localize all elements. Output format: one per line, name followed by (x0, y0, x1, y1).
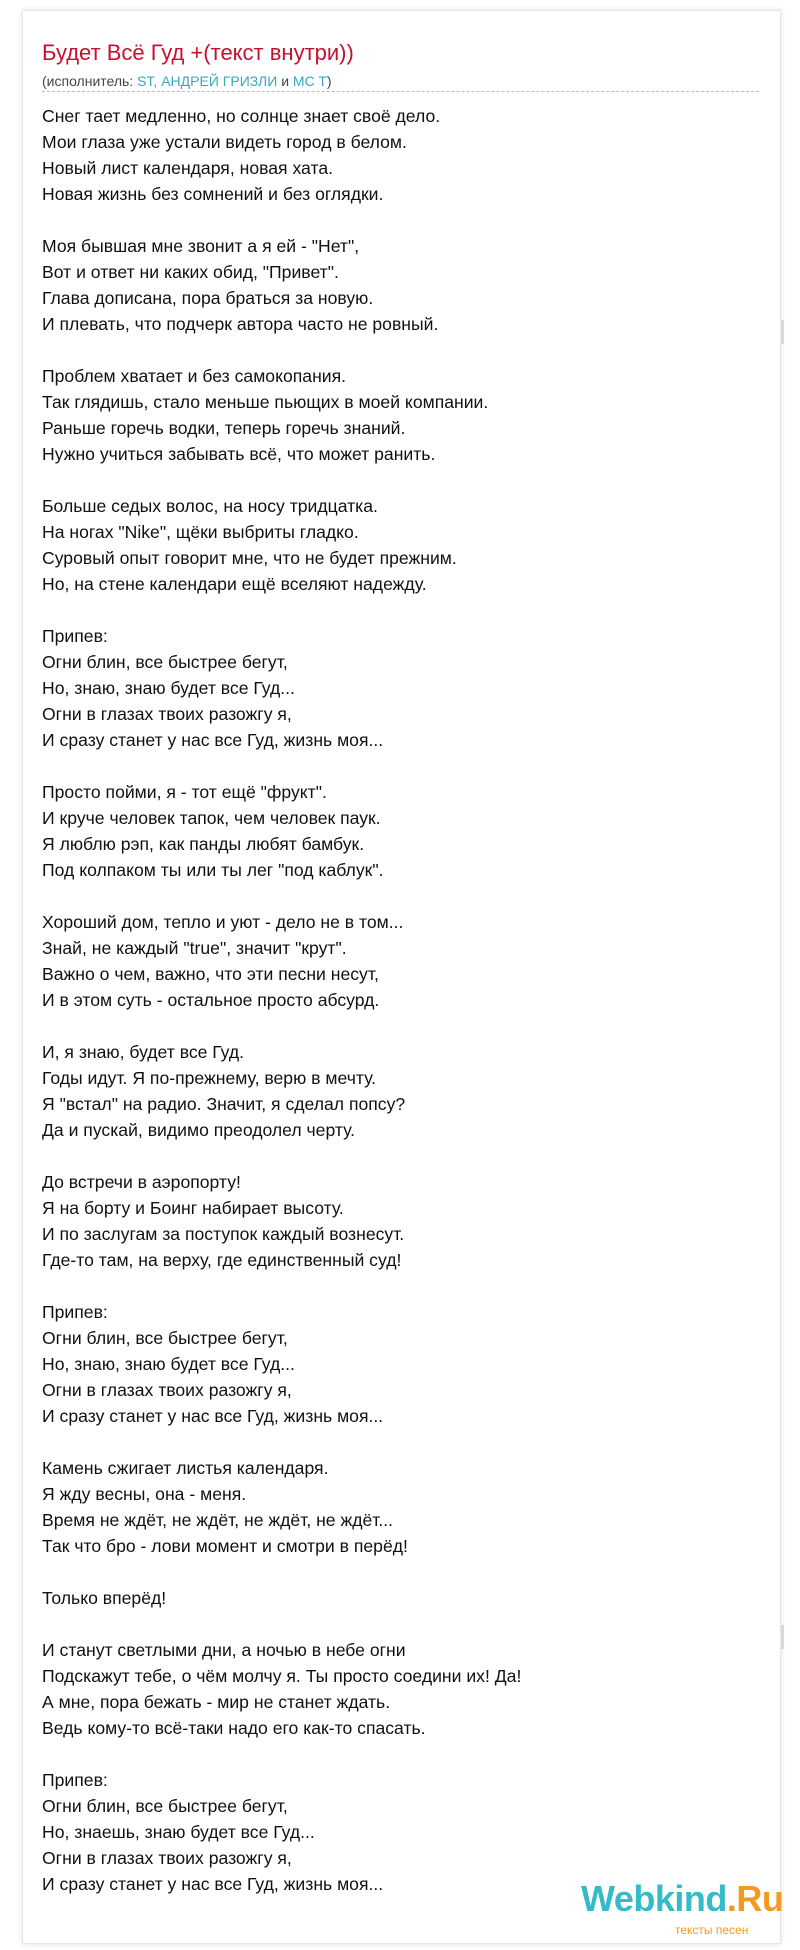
lyric-line: Глава дописана, пора браться за новую. (42, 288, 374, 308)
lyric-line: Моя бывшая мне звонит а я ей - "Нет", (42, 236, 360, 256)
stanza-gap (42, 207, 762, 233)
lyric-line: Нужно учиться забывать всё, что может ранить. (42, 444, 436, 464)
stanza-gap (42, 1559, 762, 1585)
lyrics-body (42, 103, 762, 1897)
lyric-line: Вот и ответ ни каких обид, "Привет". (42, 262, 339, 282)
lyric-line: Годы идут. Я по-прежнему, верю в мечту. (42, 1068, 377, 1088)
logo-brand: Webkind (581, 1878, 727, 1919)
header-divider (42, 91, 759, 92)
lyric-line: Но, на стене календари ещё вселяют надежду. (42, 574, 427, 594)
lyric-line: На ногах "Nike", щёки выбриты гладко. (42, 522, 359, 542)
lyric-line: Мои глаза уже устали видеть город в белом. (42, 132, 407, 152)
artist-link-st-grizli[interactable]: ST, АНДРЕЙ ГРИЗЛИ (137, 73, 278, 89)
artist-and: и (277, 73, 293, 89)
stanza-gap (42, 337, 762, 363)
lyric-line: Так глядишь, стало меньше пьющих в моей компании. (42, 392, 489, 412)
artist-line (42, 73, 332, 89)
lyric-line: Я "встал" на радио. Значит, я сделал попсу? (42, 1094, 406, 1114)
lyric-line: Знай, не каждый "true", значит "крут". (42, 938, 347, 958)
lyric-line: Огни блин, все быстрее бегут, (42, 1328, 288, 1348)
stanza-gap (42, 467, 762, 493)
lyric-line: Огни в глазах твоих разожгу я, (42, 704, 292, 724)
lyric-line: Огни блин, все быстрее бегут, (42, 652, 288, 672)
lyric-line: А мне, пора бежать - мир не станет ждать. (42, 1692, 391, 1712)
lyric-line: Время не ждёт, не ждёт, не ждёт, не ждёт... (42, 1510, 394, 1530)
stanza-gap (42, 753, 762, 779)
lyric-line: Новый лист календаря, новая хата. (42, 158, 333, 178)
lyric-line: Ведь кому-то всё-таки надо его как-то спасать. (42, 1718, 426, 1738)
lyric-line: Только вперёд! (42, 1588, 167, 1608)
logo-tld: .Ru (726, 1878, 784, 1919)
song-title: Будет Всё Гуд +(текст внутри)) (42, 40, 354, 65)
logo-tagline: тексты песен (675, 1923, 749, 1937)
stanza-gap (42, 1273, 762, 1299)
lyric-line: Раньше горечь водки, теперь горечь знаний. (42, 418, 406, 438)
webkind-logo[interactable] (581, 1878, 784, 1938)
lyric-line: Но, знаю, знаю будет все Гуд... (42, 678, 295, 698)
lyric-line: И плевать, что подчерк автора часто не ровный. (42, 314, 439, 334)
chorus-label: Припев: (42, 626, 108, 646)
lyric-line: Суровый опыт говорит мне, что не будет прежним. (42, 548, 457, 568)
lyric-line: И, я знаю, будет все Гуд. (42, 1042, 245, 1062)
lyric-line: Но, знаешь, знаю будет все Гуд... (42, 1822, 315, 1842)
chorus-label: Припев: (42, 1770, 108, 1790)
lyric-line: Я жду весны, она - меня. (42, 1484, 247, 1504)
lyric-line: Важно о чем, важно, что эти песни несут, (42, 964, 379, 984)
lyric-line: Да и пускай, видимо преодолел черту. (42, 1120, 356, 1140)
lyric-line: И станут светлыми дни, а ночью в небе огни (42, 1640, 406, 1660)
scroll-mark (781, 1625, 784, 1649)
lyric-line: Я на борту и Боинг набирает высоту. (42, 1198, 344, 1218)
scroll-mark (781, 320, 784, 344)
lyric-line: Просто пойми, я - тот ещё "фрукт". (42, 782, 327, 802)
lyric-line: И круче человек тапок, чем человек паук. (42, 808, 381, 828)
artist-suffix: ) (326, 73, 332, 89)
lyric-line: Хороший дом, тепло и уют - дело не в том... (42, 912, 404, 932)
stanza-gap (42, 1429, 762, 1455)
lyric-line: Под колпаком ты или ты лег "под каблук". (42, 860, 384, 880)
stanza-gap (42, 1013, 762, 1039)
lyric-line: Подскажут тебе, о чём молчу я. Ты просто соедини их! Да! (42, 1666, 522, 1686)
stanza-gap (42, 597, 762, 623)
lyric-line: И сразу станет у нас все Гуд, жизнь моя... (42, 1874, 384, 1894)
lyric-line: Я люблю рэп, как панды любят бамбук. (42, 834, 365, 854)
lyric-line: Так что бро - лови момент и смотри в перёд! (42, 1536, 408, 1556)
lyric-line: Огни в глазах твоих разожгу я, (42, 1848, 292, 1868)
lyric-line: Огни блин, все быстрее бегут, (42, 1796, 288, 1816)
artist-prefix: (исполнитель: (42, 73, 138, 89)
stanza-gap (42, 1143, 762, 1169)
lyric-line: И по заслугам за поступок каждый вознесут. (42, 1224, 405, 1244)
stanza-gap (42, 1741, 762, 1767)
lyric-line: Проблем хватает и без самокопания. (42, 366, 347, 386)
chorus-label: Припев: (42, 1302, 108, 1322)
lyric-line: Где-то там, на верху, где единственный суд! (42, 1250, 402, 1270)
stanza-gap (42, 1611, 762, 1637)
logo-wordmark (581, 1878, 783, 1920)
lyric-line: Камень сжигает листья календаря. (42, 1458, 329, 1478)
lyric-line: Больше седых волос, на носу тридцатка. (42, 496, 378, 516)
lyric-line: И в этом суть - остальное просто абсурд. (42, 990, 380, 1010)
lyric-line: Снег тает медленно, но солнце знает своё дело. (42, 106, 441, 126)
lyric-line: И сразу станет у нас все Гуд, жизнь моя... (42, 730, 384, 750)
lyric-line: До встречи в аэропорту! (42, 1172, 241, 1192)
lyric-line: Огни в глазах твоих разожгу я, (42, 1380, 292, 1400)
lyric-line: И сразу станет у нас все Гуд, жизнь моя... (42, 1406, 384, 1426)
stanza-gap (42, 883, 762, 909)
lyric-line: Но, знаю, знаю будет все Гуд... (42, 1354, 295, 1374)
lyric-line: Новая жизнь без сомнений и без оглядки. (42, 184, 384, 204)
artist-link-mc-t[interactable]: MC T (292, 73, 327, 89)
